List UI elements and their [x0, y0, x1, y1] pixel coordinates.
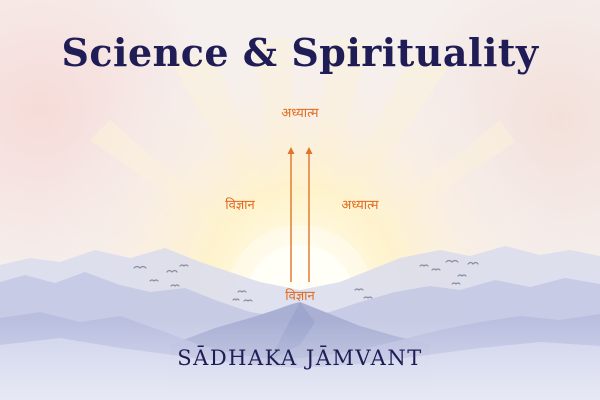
label-top-adhyatma: अध्यात्म — [281, 106, 319, 121]
label-right-adhyatma: अध्यात्म — [341, 198, 379, 213]
book-title: Science & Spirituality — [61, 30, 539, 75]
label-bottom-vigyan: विज्ञान — [285, 289, 315, 304]
author-name: SĀDHAKA JĀMVANT — [177, 346, 423, 370]
label-left-vigyan: विज्ञान — [225, 198, 255, 213]
